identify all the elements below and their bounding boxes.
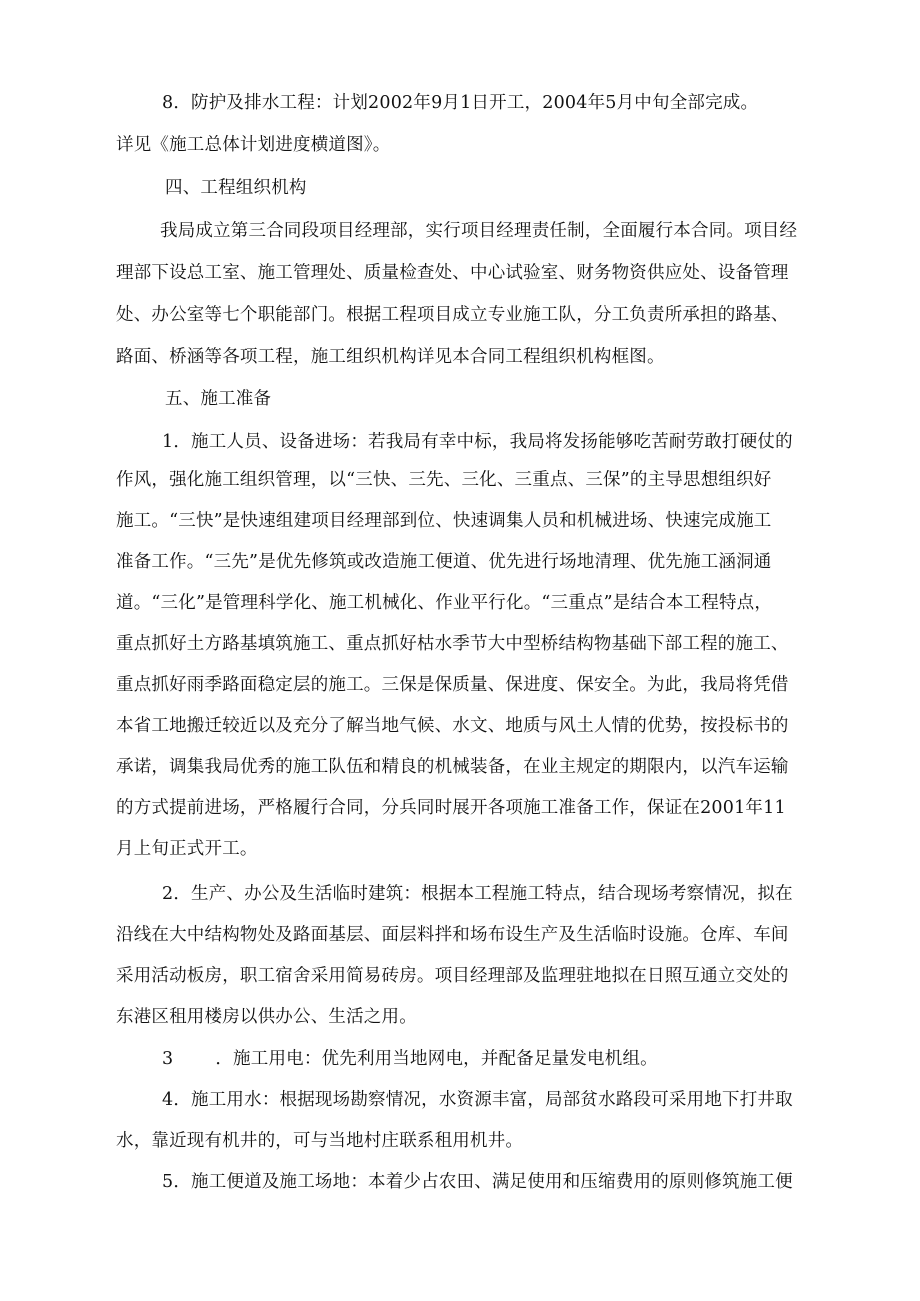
- item-2-line: 东港区租用楼房以供办公、生活之用。: [116, 1007, 417, 1027]
- item-1-line: 作风，强化施工组织管理，以“三快、三先、三化、三重点、三保”的主导思想组织好: [116, 470, 772, 490]
- item-1-line: 重点抓好雨季路面稳定层的施工。三保是保质量、保进度、保安全。为此，我局将凭借: [116, 675, 789, 695]
- item-1-line: 本省工地搬迁较近以及充分了解当地气候、水文、地质与风土人情的优势，按投标书的: [116, 716, 789, 736]
- item-2-line: 沿线在大中结构物处及路面基层、面层料拌和场布设生产及生活临时设施。仓库、车间: [116, 925, 789, 945]
- org-paragraph-line: 路面、桥涵等各项工程，施工组织机构详见本合同工程组织机构框图。: [116, 347, 665, 367]
- item-2-line: 采用活动板房，职工宿舍采用简易砖房。项目经理部及监理驻地拟在日照互通立交处的: [116, 966, 789, 986]
- item-3-line: [162, 1047, 874, 1071]
- item-1-line: 道。“三化”是管理科学化、施工机械化、作业平行化。“三重点”是结合本工程特点，: [116, 593, 773, 613]
- item-1-line: 月上旬正式开工。: [116, 839, 258, 859]
- section-heading-4: 四、工程组织机构: [165, 178, 307, 198]
- item-1-line: 施工。“三快”是快速组建项目经理部到位、快速调集人员和机械进场、快速完成施工: [116, 511, 772, 531]
- item-5-line: 5．施工便道及施工场地：本着少占农田、满足使用和压缩费用的原则修筑施工便: [162, 1172, 793, 1192]
- schedule-reference: 详见《施工总体计划进度横道图》。: [116, 135, 391, 155]
- item-3-text: ．施工用电：优先利用当地网电，并配备足量发电机组。: [215, 1049, 658, 1069]
- item-2-line: 2．生产、办公及生活临时建筑：根据本工程施工特点，结合现场考察情况，拟在: [162, 884, 793, 904]
- org-paragraph-line: 处、办公室等七个职能部门。根据工程项目成立专业施工队，分工负责所承担的路基、: [116, 305, 789, 325]
- item-1-line: 承诺，调集我局优秀的施工队伍和精良的机械装备，在业主规定的期限内，以汽车运输: [116, 757, 789, 777]
- item-8-protection-drainage: 8．防护及排水工程：计划2002年9月1日开工，2004年5月中旬全部完成。: [162, 93, 759, 113]
- item-4-line: 4．施工用水：根据现场勘察情况，水资源丰富，局部贫水路段可采用地下打井取: [162, 1090, 793, 1110]
- item-4-line: 水，靠近现有机井的，可与当地村庄联系租用机井。: [116, 1131, 524, 1151]
- item-1-line: 的方式提前进场，严格履行合同，分兵同时展开各项施工准备工作，保证在2001年11: [116, 798, 786, 818]
- item-3-number: 3: [162, 1049, 174, 1069]
- item-1-line: 重点抓好土方路基填筑施工、重点抓好枯水季节大中型桥结构物基础下部工程的施工、: [116, 634, 789, 654]
- org-paragraph-line: 我局成立第三合同段项目经理部，实行项目经理责任制，全面履行本合同。项目经: [160, 221, 798, 241]
- section-heading-5: 五、施工准备: [165, 389, 272, 409]
- org-paragraph-line: 理部下设总工室、施工管理处、质量检查处、中心试验室、财务物资供应处、设备管理: [116, 263, 789, 283]
- item-1-line: 准备工作。“三先”是优先修筑或改造施工便道、优先进行场地清理、优先施工涵洞通: [116, 552, 772, 572]
- item-1-line: 1．施工人员、设备进场：若我局有幸中标，我局将发扬能够吃苦耐劳敢打硬仗的: [162, 432, 793, 452]
